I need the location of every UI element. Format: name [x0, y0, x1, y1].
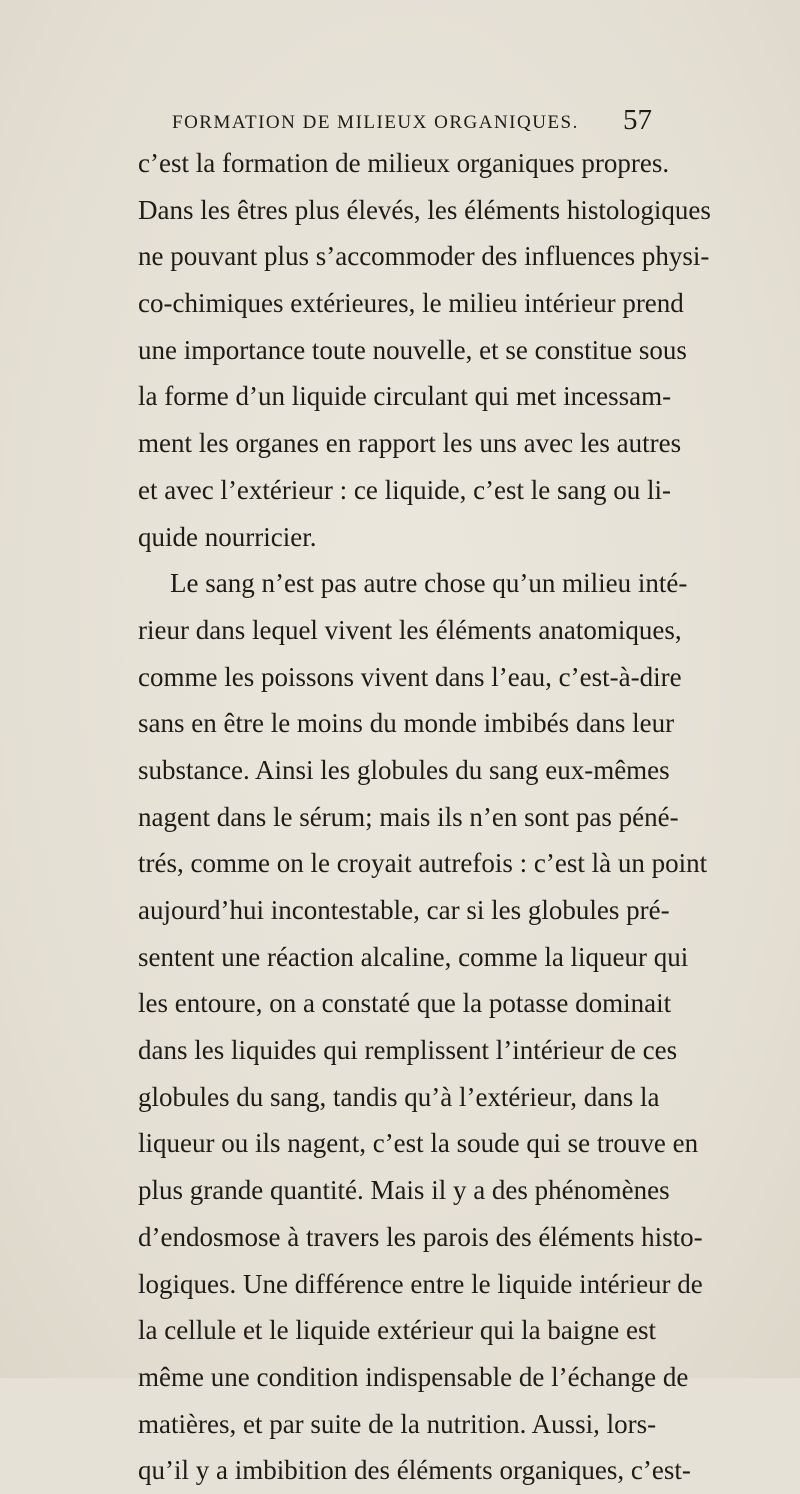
text-line: matières, et par suite de la nutrition. Aussi, lors- — [138, 1408, 657, 1439]
text-line: une importance toute nouvelle, et se constitue sous — [138, 334, 687, 365]
text-line: Dans les êtres plus élevés, les éléments histologiques — [138, 194, 711, 225]
text-line: rieur dans lequel vivent les éléments anatomiques, — [138, 614, 682, 645]
text-line: les entoure, on a constaté que la potasse dominait — [138, 988, 672, 1019]
text-line: d’endosmose à travers les parois des éléments histo- — [138, 1221, 703, 1252]
text-line: comme les poissons vivent dans l’eau, c’est-à-dire — [138, 661, 682, 692]
text-line: c’est la formation de milieux organiques propres. — [138, 148, 670, 178]
text-line: substance. Ainsi les globules du sang eux-mêmes — [138, 754, 670, 785]
text-line: la cellule et le liquide extérieur qui la baigne est — [138, 1315, 657, 1346]
text-line: qu’il y a imbibition des éléments organiques, c’est- — [138, 1455, 691, 1486]
text-line: ment les organes en rapport les uns avec les autres — [138, 428, 682, 459]
text-line: quide nourricier. — [138, 521, 317, 552]
text-line: Le sang n’est pas autre chose qu’un milieu inté- — [170, 568, 688, 599]
text-line: sentent une réaction alcaline, comme la liqueur qui — [138, 941, 689, 972]
text-line: même une condition indispensable de l’échange de — [138, 1361, 689, 1392]
text-line: co-chimiques extérieures, le milieu intérieur prend — [138, 288, 684, 319]
text-line: ne pouvant plus s’accommoder des influences physi- — [138, 241, 710, 272]
text-line: liqueur ou ils nagent, c’est la soude qui se trouve en — [138, 1128, 699, 1159]
text-line: nagent dans le sérum; mais ils n’en sont pas péné- — [138, 801, 679, 832]
text-line: aujourd’hui incontestable, car si les globules pré- — [138, 895, 670, 925]
text-line: plus grande quantité. Mais il y a des phénomènes — [138, 1175, 670, 1206]
text-line: globules du sang, tandis qu’à l’extérieur, dans la — [138, 1081, 660, 1112]
text-line: sans en être le moins du monde imbibés dans leur — [138, 708, 675, 739]
text-line: dans les liquides qui remplissent l’intérieur de ces — [138, 1035, 678, 1066]
running-head — [172, 104, 652, 138]
text-line: trés, comme on le croyait autrefois : c’est là un point — [138, 848, 708, 879]
body-text — [138, 140, 711, 1494]
running-title: FORMATION DE MILIEUX ORGANIQUES. — [172, 112, 579, 133]
text-line: la forme d’un liquide circulant qui met incessam- — [138, 381, 672, 412]
page-number: 57 — [623, 104, 652, 136]
text-line: et avec l’extérieur : ce liquide, c’est le sang ou li- — [138, 474, 672, 505]
text-line: logiques. Une différence entre le liquide intérieur de — [138, 1268, 703, 1299]
